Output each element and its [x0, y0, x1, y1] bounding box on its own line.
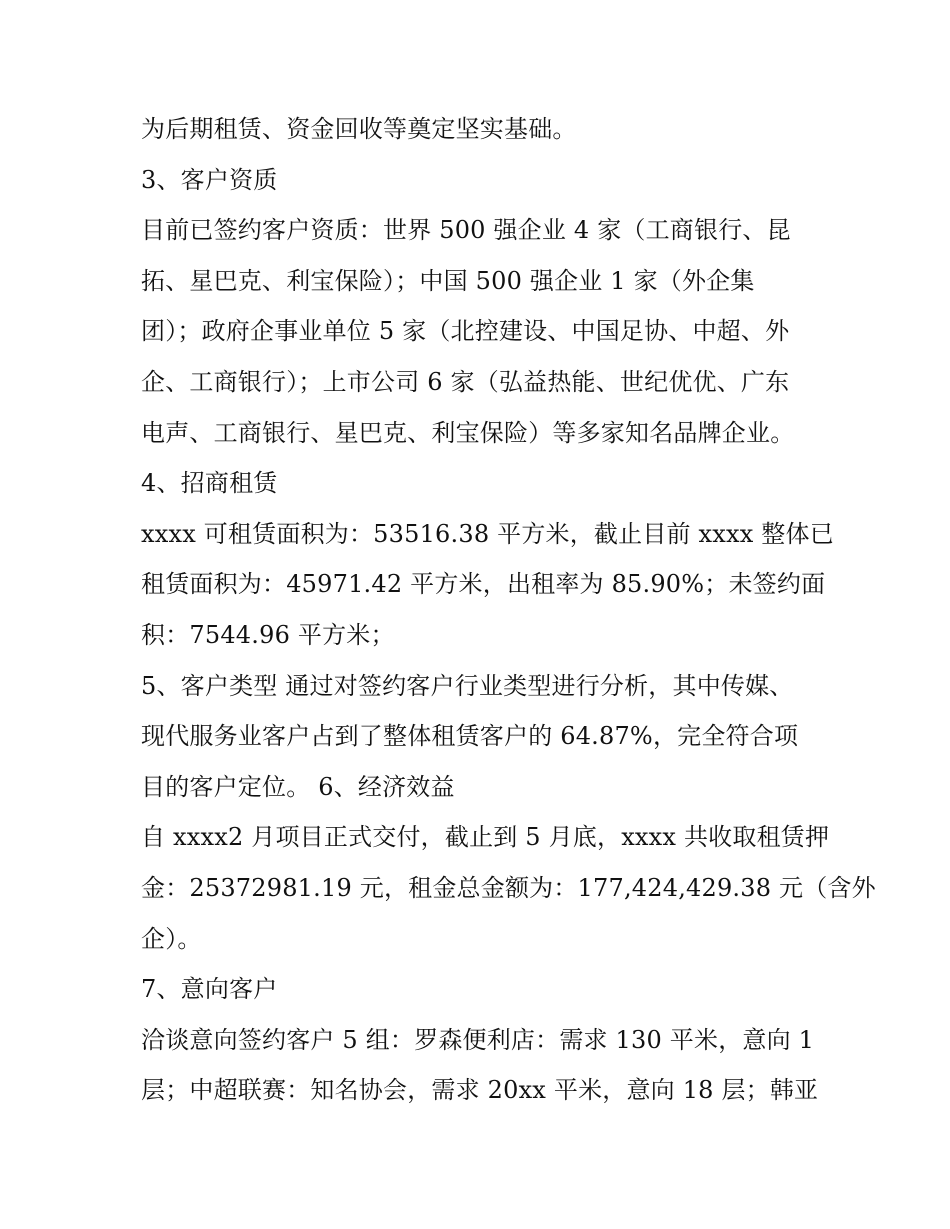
text-line: 为后期租赁、资金回收等奠定坚实基础。: [141, 115, 577, 143]
document-body: [141, 104, 876, 1116]
text-line: 洽谈意向签约客户 5 组：罗森便利店：需求 130 平米，意向 1: [141, 1025, 815, 1054]
text-line: 积：7544.96 平方米；: [141, 620, 395, 649]
section-heading-leasing: 4、招商租赁: [141, 469, 278, 498]
text-line: 电声、工商银行、星巴克、利宝保险）等多家知名品牌企业。: [141, 418, 795, 447]
text-line: 现代服务业客户占到了整体租赁客户的 64.87%，完全符合项: [141, 722, 799, 751]
text-line: xxxx 可租赁面积为：53516.38 平方米，截止目前 xxxx 整体已: [141, 519, 834, 548]
section-heading-prospective-clients: 7、意向客户: [141, 975, 278, 1004]
text-line: 层；中超联赛：知名协会，需求 20xx 平米，意向 18 层；韩亚: [141, 1076, 819, 1105]
section-heading-client-type: 5、客户类型 通过对签约客户行业类型进行分析，其中传媒、: [141, 671, 794, 700]
text-line: 目前已签约客户资质：世界 500 强企业 4 家（工商银行、昆: [141, 216, 791, 245]
text-line: 目的客户定位。 6、经济效益: [141, 772, 455, 801]
text-line: 团）；政府企事业单位 5 家（北控建设、中国足协、中超、外: [141, 317, 790, 346]
section-heading-client-qualification: 3、客户资质: [141, 165, 278, 194]
text-line: 企、工商银行）；上市公司 6 家（弘益热能、世纪优优、广东: [141, 367, 790, 396]
text-line: 金：25372981.19 元，租金总金额为：177,424,429.38 元（含外: [141, 873, 876, 902]
text-line: 自 xxxx2 月项目正式交付，截止到 5 月底，xxxx 共收取租赁押: [141, 823, 830, 852]
text-line: 租赁面积为：45971.42 平方米，出租率为 85.90%；未签约面: [141, 570, 826, 599]
text-line: 企）。: [141, 924, 202, 953]
text-line: 拓、星巴克、利宝保险）；中国 500 强企业 1 家（外企集: [141, 266, 755, 295]
